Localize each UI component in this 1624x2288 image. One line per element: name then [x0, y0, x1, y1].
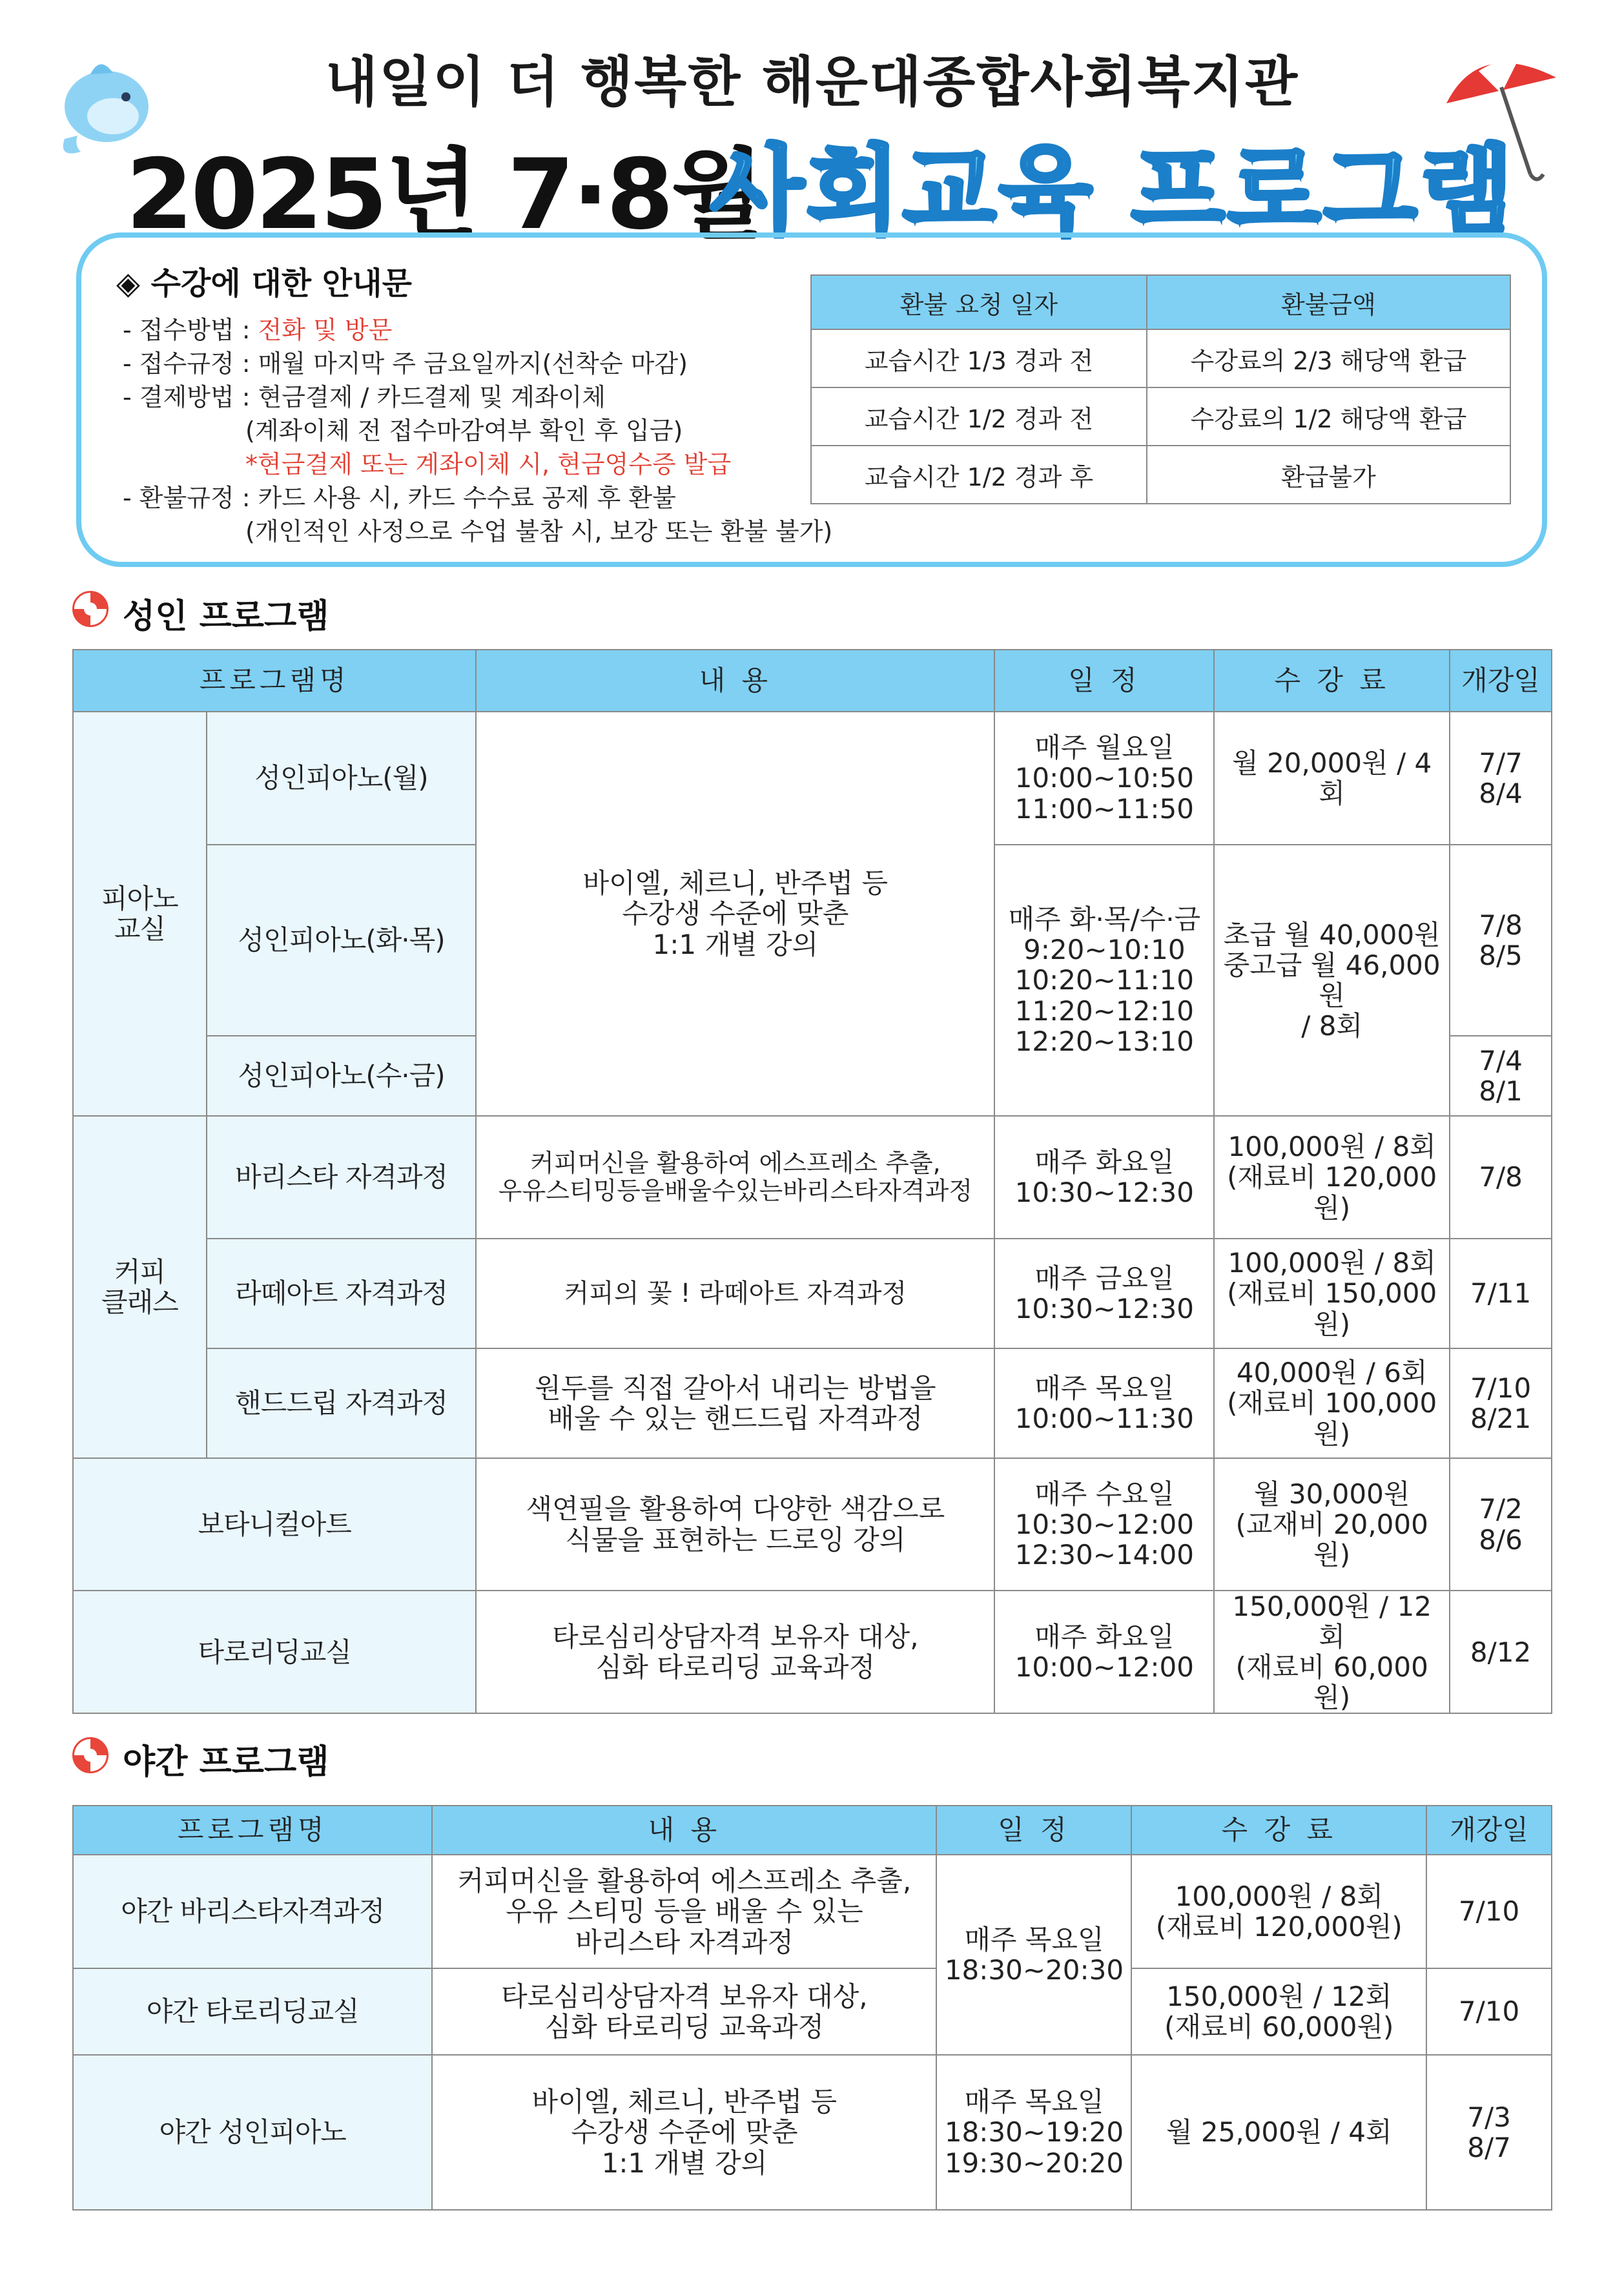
program-schedule: 매주 목요일 18:30~19:20 19:30~20:20	[936, 2055, 1131, 2210]
table-row: 교습시간 1/3 경과 전 수강료의 2/3 해당액 환급	[811, 329, 1510, 387]
notice-line: *현금결제 또는 계좌이체 시, 현금영수증 발급	[245, 450, 732, 479]
program-content: 커피의 꽃 ! 라떼아트 자격과정	[476, 1239, 994, 1348]
program-start: 7/2 8/6	[1450, 1458, 1552, 1591]
notice-line: - 접수방법 : 전화 및 방문	[123, 316, 393, 344]
program-content: 커피머신을 활용하여 에스프레소 추출, 우유스티밍등을배울수있는바리스타자격과정	[476, 1116, 994, 1239]
program-schedule: 매주 월요일 10:00~10:50 11:00~11:50	[994, 712, 1214, 845]
program-start: 7/8	[1450, 1116, 1552, 1239]
program-start: 7/10	[1426, 1855, 1552, 1968]
header-schedule: 일 정	[936, 1806, 1131, 1855]
program-name: 바리스타 자격과정	[207, 1116, 477, 1239]
table-row	[73, 1239, 1552, 1348]
notice-line: (개인적인 사정으로 수업 불참 시, 보강 또는 환불 불가)	[245, 517, 833, 546]
program-fee: 150,000원 / 12회 (재료비 60,000원)	[1131, 1968, 1426, 2055]
program-start: 7/3 8/7	[1426, 2055, 1552, 2210]
program-content: 원두를 직접 갈아서 내리는 방법을 배울 수 있는 핸드드립 자격과정	[476, 1348, 994, 1458]
program-schedule: 매주 화요일 10:00~12:00	[994, 1591, 1214, 1713]
notice-title: ◈ 수강에 대한 안내문	[116, 265, 412, 302]
program-schedule: 매주 목요일 10:00~11:30	[994, 1348, 1214, 1458]
program-name: 성인피아노(화·목)	[207, 845, 477, 1036]
notice-line: - 결제방법 : 현금결제 / 카드결제 및 계좌이체	[123, 383, 606, 411]
page-title-date: 2025년 7·8월	[126, 139, 763, 251]
program-fee: 월 30,000원 (교재비 20,000원)	[1214, 1458, 1450, 1591]
adult-section-heading: 성인 프로그램	[123, 597, 329, 636]
program-start: 7/10	[1426, 1968, 1552, 2055]
table-row: 교습시간 1/2 경과 전 수강료의 1/2 해당액 환급	[811, 387, 1510, 446]
program-fee: 100,000원 / 8회 (재료비 120,000원)	[1131, 1855, 1426, 1968]
header-program-name: 프로그램명	[73, 650, 476, 712]
header-schedule: 일 정	[994, 650, 1214, 712]
night-program-table	[72, 1805, 1552, 2211]
page-title-accent: 사회교육 프로그램	[710, 136, 1516, 248]
table-row: 교습시간 1/2 경과 후 환급불가	[811, 446, 1510, 504]
program-fee: 100,000원 / 8회 (재료비 120,000원)	[1214, 1116, 1450, 1239]
program-content: 커피머신을 활용하여 에스프레소 추출, 우유 스티밍 등을 배울 수 있는 바리스타 자격과정	[432, 1855, 936, 1968]
category-coffee: 커피 클래스	[73, 1116, 207, 1458]
program-schedule: 매주 화요일 10:30~12:30	[994, 1116, 1214, 1239]
header-content: 내 용	[432, 1806, 936, 1855]
program-schedule: 매주 화·목/수·금 9:20~10:10 10:20~11:10 11:20~12:10 12:20~13:10	[994, 845, 1214, 1116]
program-fee: 40,000원 / 6회 (재료비 100,000원)	[1214, 1348, 1450, 1458]
program-start: 7/11	[1450, 1239, 1552, 1348]
lifebuoy-icon	[72, 1737, 108, 1773]
program-start: 7/7 8/4	[1450, 712, 1552, 845]
program-start: 7/10 8/21	[1450, 1348, 1552, 1458]
table-row	[73, 1348, 1552, 1458]
program-schedule: 매주 금요일 10:30~12:30	[994, 1239, 1214, 1348]
program-name: 보타니컬아트	[73, 1458, 476, 1591]
program-content: 바이엘, 체르니, 반주법 등 수강생 수준에 맞춘 1:1 개별 강의	[476, 712, 994, 1116]
program-name: 핸드드립 자격과정	[207, 1348, 477, 1458]
program-name: 타로리딩교실	[73, 1591, 476, 1713]
program-content: 바이엘, 체르니, 반주법 등 수강생 수준에 맞춘 1:1 개별 강의	[432, 2055, 936, 2210]
program-start: 7/8 8/5	[1450, 845, 1552, 1036]
refund-header-amount: 환불금액	[1147, 275, 1510, 329]
night-section-heading: 야간 프로그램	[123, 1743, 329, 1782]
notice-line: - 환불규정 : 카드 사용 시, 카드 수수료 공제 후 환불	[123, 484, 676, 512]
program-content: 색연필을 활용하여 다양한 색감으로 식물을 표현하는 드로잉 강의	[476, 1458, 994, 1591]
program-schedule: 매주 수요일 10:30~12:00 12:30~14:00	[994, 1458, 1214, 1591]
program-fee: 150,000원 / 12회 (재료비 60,000원)	[1214, 1591, 1450, 1713]
center-subtitle: 내일이 더 행복한 해운대종합사회복지관	[325, 50, 1299, 114]
program-name: 성인피아노(월)	[207, 712, 477, 845]
table-row	[73, 1591, 1552, 1713]
header-content: 내 용	[476, 650, 994, 712]
header-program-name: 프로그램명	[73, 1806, 432, 1855]
refund-table	[810, 274, 1511, 504]
notice-line: - 접수규정 : 매월 마지막 주 금요일까지(선착순 마감)	[123, 349, 688, 378]
refund-header-date: 환불 요청 일자	[811, 275, 1147, 329]
program-name: 야간 성인피아노	[73, 2055, 432, 2210]
program-fee: 월 25,000원 / 4회	[1131, 2055, 1426, 2210]
header-start-date: 개강일	[1426, 1806, 1552, 1855]
program-fee: 100,000원 / 8회 (재료비 150,000원)	[1214, 1239, 1450, 1348]
table-row	[73, 1855, 1552, 1968]
category-piano: 피아노 교실	[73, 712, 207, 1116]
header-fee: 수 강 료	[1131, 1806, 1426, 1855]
program-name: 야간 바리스타자격과정	[73, 1855, 432, 1968]
program-name: 성인피아노(수·금)	[207, 1036, 477, 1116]
table-row	[73, 2055, 1552, 2210]
program-name: 라떼아트 자격과정	[207, 1239, 477, 1348]
table-row	[73, 1116, 1552, 1239]
program-fee: 월 20,000원 / 4회	[1214, 712, 1450, 845]
table-row	[73, 1968, 1552, 2055]
program-fee: 초급 월 40,000원 중고급 월 46,000원 / 8회	[1214, 845, 1450, 1116]
header-fee: 수 강 료	[1214, 650, 1450, 712]
table-row	[73, 1458, 1552, 1591]
adult-program-table	[72, 649, 1552, 1714]
program-content: 타로심리상담자격 보유자 대상, 심화 타로리딩 교육과정	[476, 1591, 994, 1713]
lifebuoy-icon	[72, 591, 108, 627]
header-start-date: 개강일	[1450, 650, 1552, 712]
program-content: 타로심리상담자격 보유자 대상, 심화 타로리딩 교육과정	[432, 1968, 936, 2055]
notice-line: (계좌이체 전 접수마감여부 확인 후 입금)	[245, 417, 683, 445]
program-start: 7/4 8/1	[1450, 1036, 1552, 1116]
table-row	[73, 712, 1552, 845]
program-start: 8/12	[1450, 1591, 1552, 1713]
program-name: 야간 타로리딩교실	[73, 1968, 432, 2055]
program-schedule: 매주 목요일 18:30~20:30	[936, 1855, 1131, 2055]
